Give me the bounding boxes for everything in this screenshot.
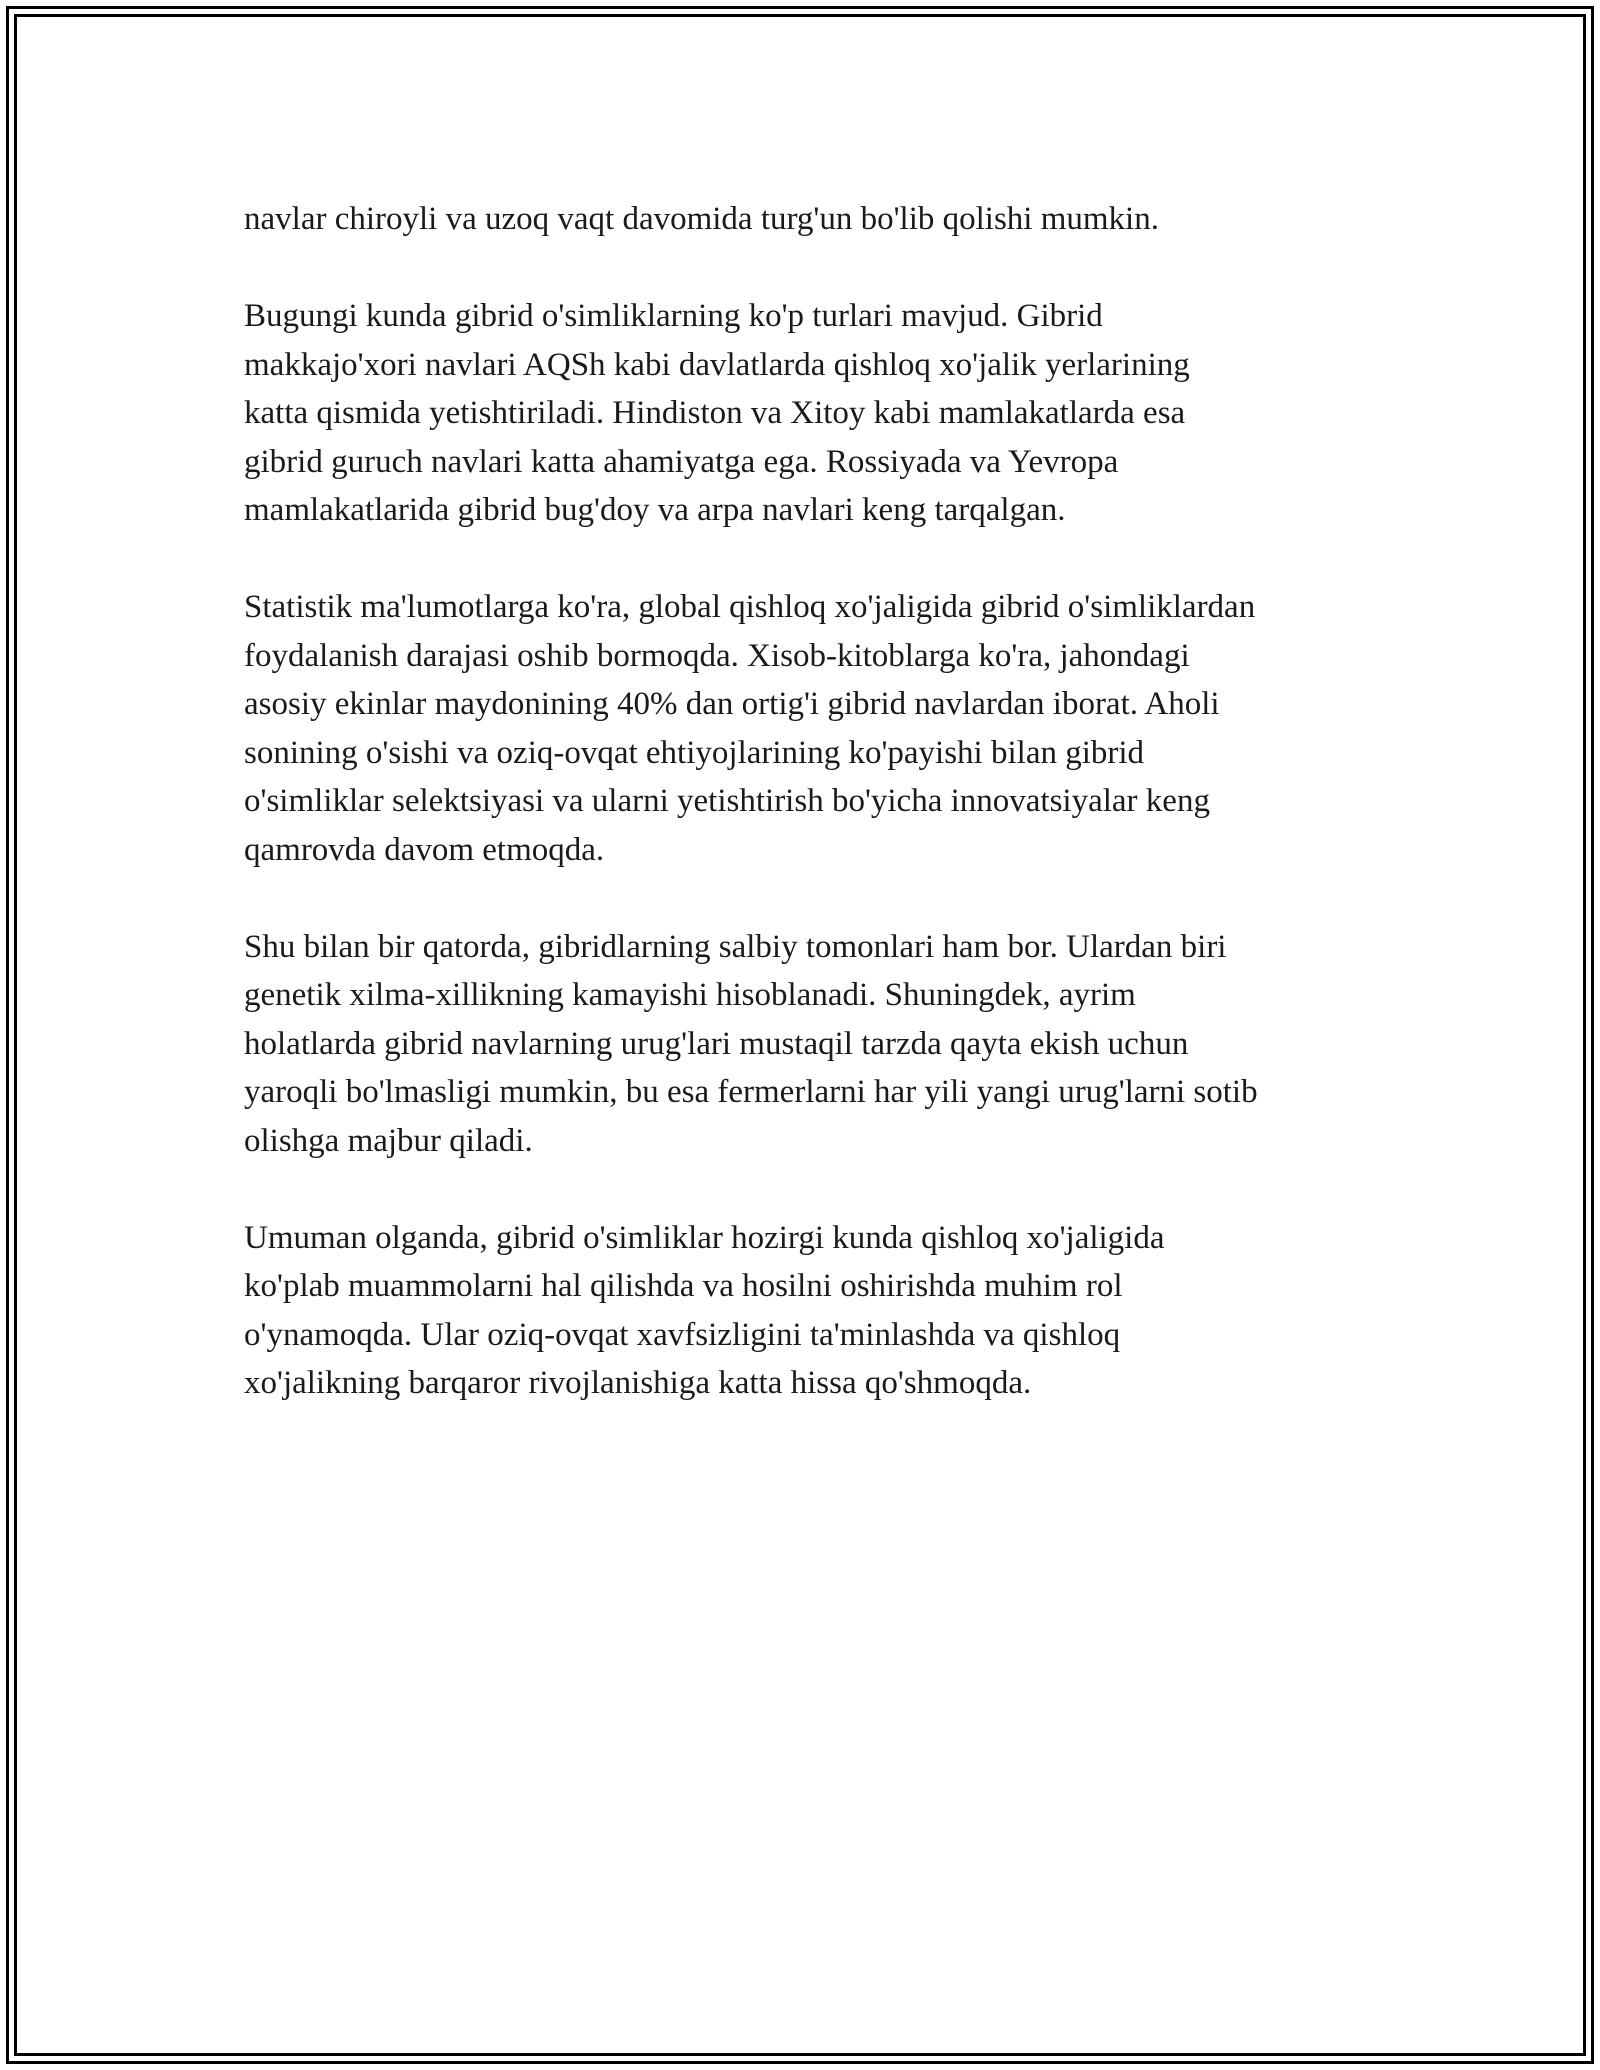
text-line: Umuman olganda, gibrid o'simliklar hozirgi kunda qishloq xo'jaligida — [244, 1219, 1165, 1256]
text-line: foydalanish darajasi oshib bormoqda. Xisob-kitoblarga ko'ra, jahondagi — [244, 637, 1190, 674]
paragraph-3 — [244, 583, 1424, 874]
text-line: o'ynamoqda. Ular oziq-ovqat xavfsizligini ta'minlashda va qishloq — [244, 1316, 1121, 1353]
text-line: mamlakatlarida gibrid bug'doy va arpa navlari keng tarqalgan. — [244, 492, 1066, 528]
paragraph-5 — [244, 1214, 1424, 1408]
text-line: navlar chiroyli va uzoq vaqt davomida turg'un bo'lib qolishi mumkin. — [244, 201, 1159, 237]
text-line: olishga majbur qiladi. — [244, 1122, 533, 1159]
page-frame — [6, 6, 1594, 2064]
paragraph-2 — [244, 292, 1424, 535]
paragraph-4 — [244, 923, 1424, 1166]
paragraph-1 — [244, 195, 1424, 244]
text-line: xo'jalikning barqaror rivojlanishiga katta hissa qo'shmoqda. — [244, 1365, 1032, 1401]
text-line: sonining o'sishi va oziq-ovqat ehtiyojlarining ko'payishi bilan gibrid — [244, 734, 1145, 771]
document-body — [244, 195, 1424, 1456]
text-line: genetik xilma-xillikning kamayishi hisoblanadi. Shuningdek, ayrim — [244, 977, 1136, 1013]
text-line: yaroqli bo'lmasligi mumkin, bu esa fermerlarni har yili yangi urug'larni sotib — [244, 1074, 1258, 1110]
text-line: qamrovda davom etmoqda. — [244, 831, 605, 868]
text-line: makkajo'xori navlari AQSh kabi davlatlarda qishloq xo'jalik yerlarining — [244, 346, 1190, 383]
text-line: Shu bilan bir qatorda, gibridlarning salbiy tomonlari ham bor. Ulardan biri — [244, 928, 1227, 965]
text-line: o'simliklar selektsiyasi va ularni yetishtirish bo'yicha innovatsiyalar keng — [244, 783, 1210, 819]
text-line: gibrid guruch navlari katta ahamiyatga ega. Rossiyada va Yevropa — [244, 443, 1119, 480]
text-line: asosiy ekinlar maydonining 40% dan ortig'i gibrid navlardan iborat. Aholi — [244, 686, 1220, 722]
text-line: Statistik ma'lumotlarga ko'ra, global qishloq xo'jaligida gibrid o'simliklardan — [244, 589, 1256, 625]
text-line: Bugungi kunda gibrid o'simliklarning ko'p turlari mavjud. Gibrid — [244, 298, 1103, 334]
text-line: holatlarda gibrid navlarning urug'lari mustaqil tarzda qayta ekish uchun — [244, 1025, 1189, 1062]
text-line: katta qismida yetishtiriladi. Hindiston va Xitoy kabi mamlakatlarda esa — [244, 395, 1186, 431]
text-line: ko'plab muammolarni hal qilishda va hosilni oshirishda muhim rol — [244, 1268, 1123, 1304]
